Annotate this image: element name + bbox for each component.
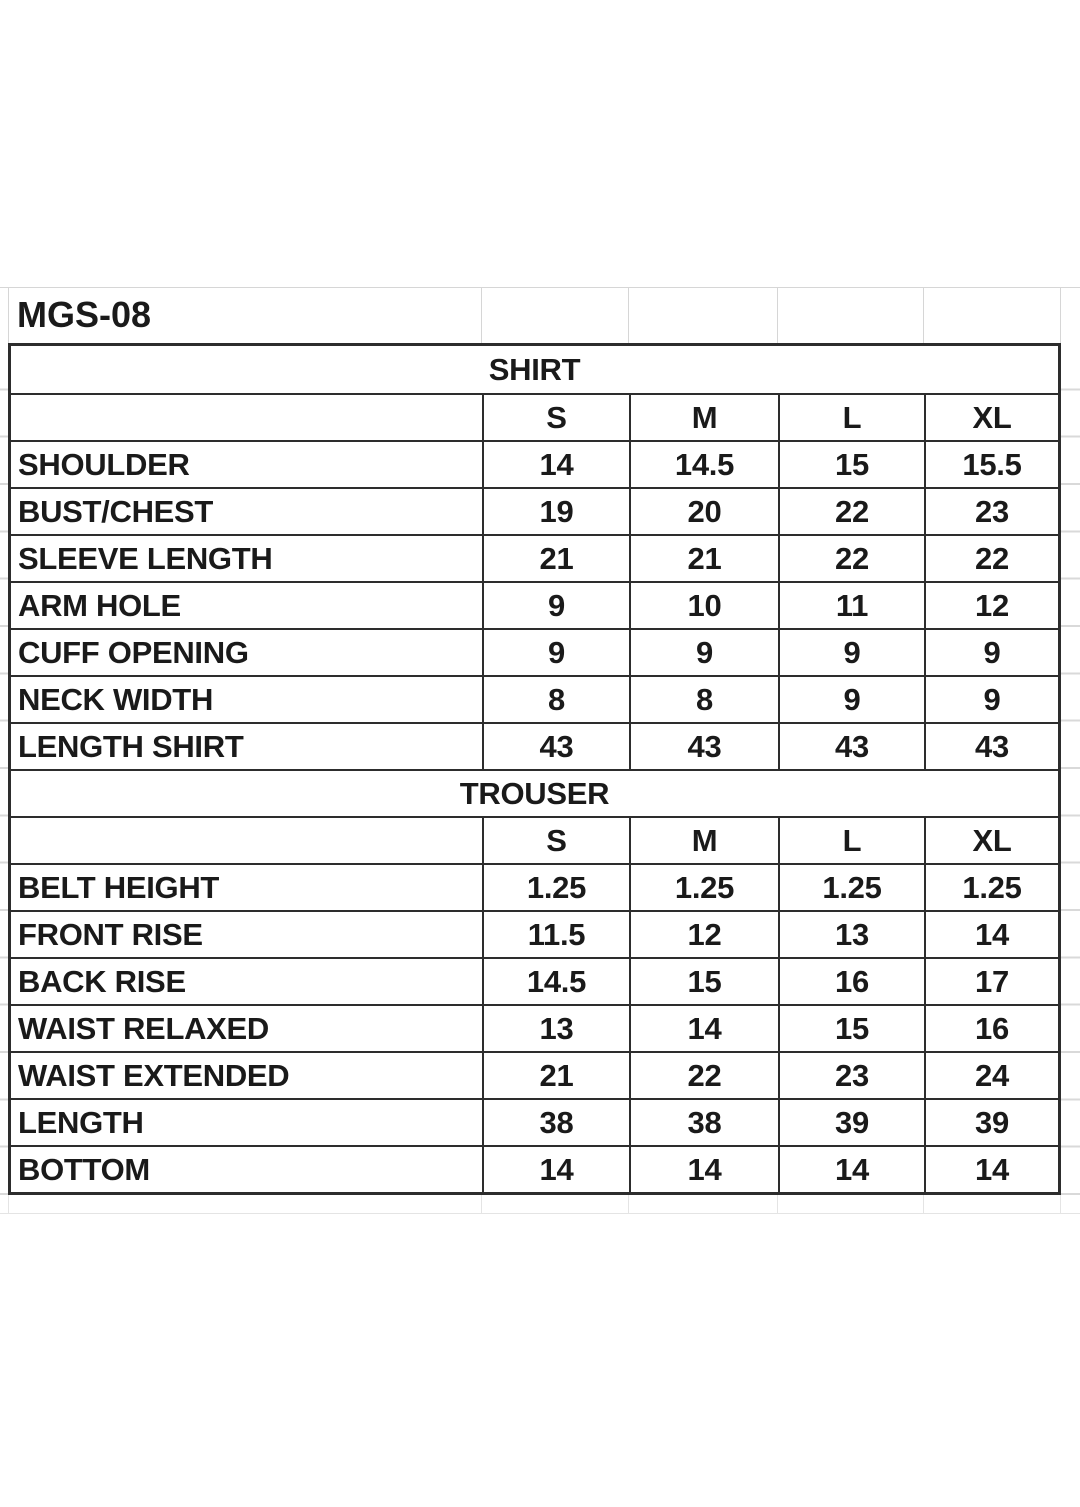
table-row bbox=[11, 1004, 1058, 1051]
table-row bbox=[11, 1051, 1058, 1098]
gridline bbox=[1061, 343, 1080, 1195]
gridline bbox=[777, 287, 778, 343]
size-chart-table bbox=[8, 343, 1061, 1195]
row-label: SLEEVE LENGTH bbox=[18, 540, 273, 576]
value-cell: 21 bbox=[629, 536, 778, 581]
gridline bbox=[8, 1195, 9, 1213]
gridline bbox=[923, 287, 924, 343]
row-label: WAIST EXTENDED bbox=[18, 1057, 290, 1093]
gridline bbox=[0, 1213, 1080, 1214]
value-cell: 43 bbox=[924, 724, 1058, 769]
value-cell: 39 bbox=[778, 1100, 924, 1145]
value-cell: 8 bbox=[482, 677, 629, 722]
value-cell: 43 bbox=[482, 724, 629, 769]
value-cell: 14 bbox=[629, 1147, 778, 1192]
value-cell: 22 bbox=[629, 1053, 778, 1098]
value-cell: 14 bbox=[924, 912, 1058, 957]
table-row bbox=[11, 722, 1058, 769]
size-header-row bbox=[11, 816, 1058, 863]
table-row bbox=[11, 1145, 1058, 1192]
value-cell: 15.5 bbox=[924, 442, 1058, 487]
gridline bbox=[1060, 287, 1061, 343]
empty-header-cell bbox=[11, 395, 482, 440]
value-cell: 22 bbox=[778, 536, 924, 581]
value-cell: 24 bbox=[924, 1053, 1058, 1098]
row-label: WAIST RELAXED bbox=[18, 1010, 270, 1046]
gridline bbox=[0, 343, 8, 1195]
value-cell: 13 bbox=[778, 912, 924, 957]
gridline bbox=[628, 287, 629, 343]
gridline bbox=[481, 287, 482, 343]
value-cell: 1.25 bbox=[778, 865, 924, 910]
table-row bbox=[11, 957, 1058, 1004]
sheet-code: MGS-08 bbox=[17, 294, 152, 335]
value-cell: 16 bbox=[778, 959, 924, 1004]
value-cell: 1.25 bbox=[924, 865, 1058, 910]
value-cell: 38 bbox=[482, 1100, 629, 1145]
table-row bbox=[11, 581, 1058, 628]
section-title-row bbox=[11, 769, 1058, 816]
value-cell: 14 bbox=[924, 1147, 1058, 1192]
section-title: TROUSER bbox=[459, 775, 610, 811]
value-cell: 11.5 bbox=[482, 912, 629, 957]
value-cell: 10 bbox=[629, 583, 778, 628]
size-column-header: M bbox=[629, 818, 778, 863]
value-cell: 15 bbox=[778, 1006, 924, 1051]
row-label: CUFF OPENING bbox=[18, 634, 249, 670]
row-label: BELT HEIGHT bbox=[18, 869, 220, 905]
table-row bbox=[11, 863, 1058, 910]
empty-header-cell bbox=[11, 818, 482, 863]
table-row bbox=[11, 440, 1058, 487]
value-cell: 12 bbox=[629, 912, 778, 957]
value-cell: 1.25 bbox=[482, 865, 629, 910]
value-cell: 39 bbox=[924, 1100, 1058, 1145]
value-cell: 9 bbox=[778, 630, 924, 675]
value-cell: 9 bbox=[482, 583, 629, 628]
size-column-header: M bbox=[629, 395, 778, 440]
row-label: SHOULDER bbox=[18, 446, 190, 482]
value-cell: 14.5 bbox=[482, 959, 629, 1004]
value-cell: 11 bbox=[778, 583, 924, 628]
value-cell: 14 bbox=[482, 1147, 629, 1192]
value-cell: 9 bbox=[778, 677, 924, 722]
row-label: FRONT RISE bbox=[18, 916, 203, 952]
table-row bbox=[11, 910, 1058, 957]
value-cell: 14.5 bbox=[629, 442, 778, 487]
row-label: BACK RISE bbox=[18, 963, 186, 999]
value-cell: 16 bbox=[924, 1006, 1058, 1051]
value-cell: 9 bbox=[924, 677, 1058, 722]
section-title: SHIRT bbox=[488, 351, 581, 387]
row-label: ARM HOLE bbox=[18, 587, 181, 623]
gridline bbox=[777, 1195, 778, 1213]
row-label: BOTTOM bbox=[18, 1151, 150, 1187]
row-label: LENGTH SHIRT bbox=[18, 728, 244, 764]
table-row bbox=[11, 628, 1058, 675]
size-column-header: XL bbox=[924, 818, 1058, 863]
row-label: NECK WIDTH bbox=[18, 681, 214, 717]
value-cell: 14 bbox=[482, 442, 629, 487]
size-column-header: L bbox=[778, 395, 924, 440]
value-cell: 15 bbox=[778, 442, 924, 487]
value-cell: 22 bbox=[924, 536, 1058, 581]
value-cell: 12 bbox=[924, 583, 1058, 628]
value-cell: 13 bbox=[482, 1006, 629, 1051]
value-cell: 23 bbox=[778, 1053, 924, 1098]
row-label: LENGTH bbox=[18, 1104, 144, 1140]
value-cell: 1.25 bbox=[629, 865, 778, 910]
value-cell: 17 bbox=[924, 959, 1058, 1004]
section-title-row bbox=[11, 346, 1058, 393]
size-column-header: XL bbox=[924, 395, 1058, 440]
value-cell: 9 bbox=[482, 630, 629, 675]
value-cell: 9 bbox=[629, 630, 778, 675]
value-cell: 43 bbox=[629, 724, 778, 769]
value-cell: 14 bbox=[629, 1006, 778, 1051]
table-row bbox=[11, 1098, 1058, 1145]
size-column-header: S bbox=[482, 395, 629, 440]
size-column-header: S bbox=[482, 818, 629, 863]
value-cell: 23 bbox=[924, 489, 1058, 534]
gridline bbox=[481, 1195, 482, 1213]
size-header-row bbox=[11, 393, 1058, 440]
value-cell: 15 bbox=[629, 959, 778, 1004]
value-cell: 21 bbox=[482, 536, 629, 581]
table-row bbox=[11, 675, 1058, 722]
value-cell: 43 bbox=[778, 724, 924, 769]
value-cell: 8 bbox=[629, 677, 778, 722]
value-cell: 20 bbox=[629, 489, 778, 534]
row-label: BUST/CHEST bbox=[18, 493, 214, 529]
value-cell: 22 bbox=[778, 489, 924, 534]
gridline bbox=[628, 1195, 629, 1213]
value-cell: 38 bbox=[629, 1100, 778, 1145]
gridline bbox=[923, 1195, 924, 1213]
table-row bbox=[11, 534, 1058, 581]
table-row bbox=[11, 487, 1058, 534]
value-cell: 9 bbox=[924, 630, 1058, 675]
value-cell: 14 bbox=[778, 1147, 924, 1192]
gridline bbox=[1060, 1195, 1061, 1213]
value-cell: 19 bbox=[482, 489, 629, 534]
value-cell: 21 bbox=[482, 1053, 629, 1098]
size-column-header: L bbox=[778, 818, 924, 863]
